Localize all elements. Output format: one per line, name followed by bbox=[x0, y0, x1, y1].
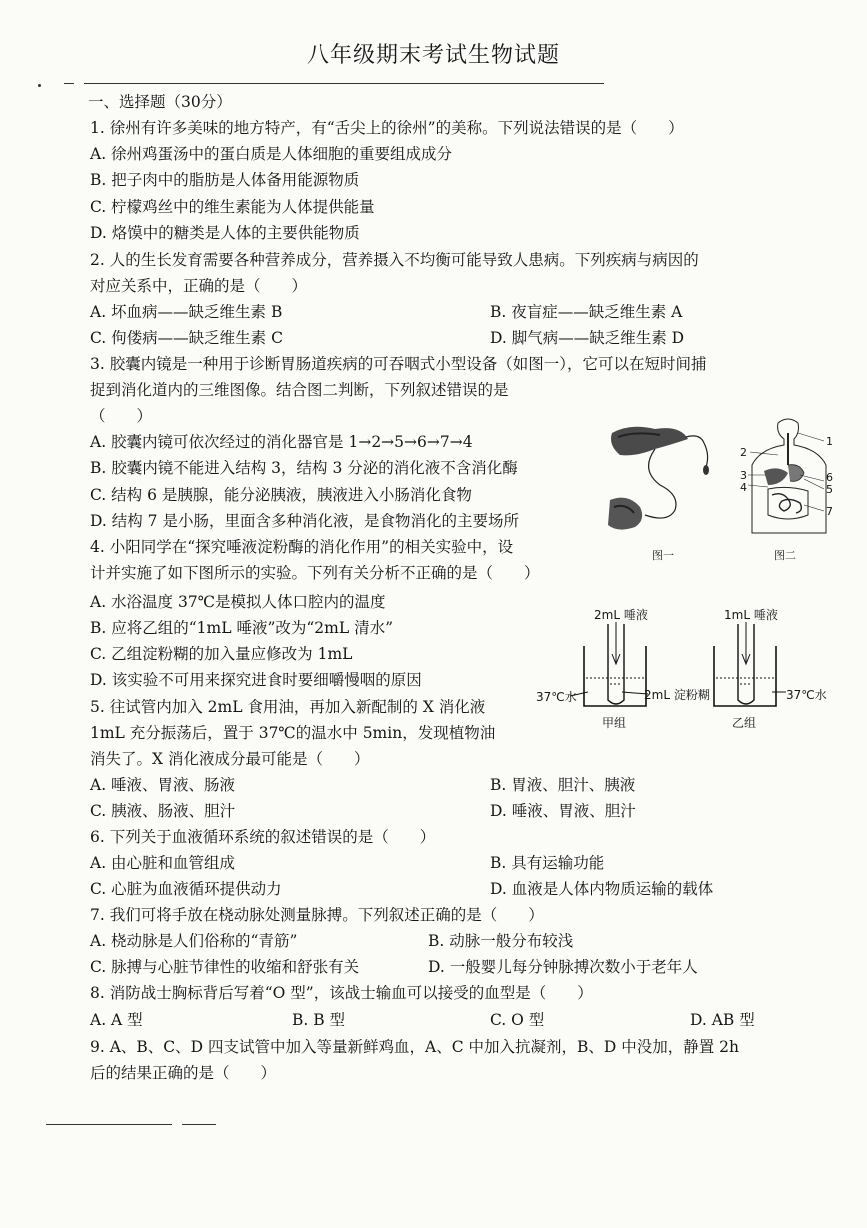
fig2-label-7: 7 bbox=[826, 505, 833, 518]
q3-option-b: B. 胶囊内镜不能进入结构 3，结构 3 分泌的消化液不含消化酶 bbox=[90, 459, 518, 477]
q9-stem-cont: 后的结果正确的是（ ） bbox=[90, 1064, 277, 1082]
q4-option-c: C. 乙组淀粉糊的加入量应修改为 1mL bbox=[90, 645, 353, 663]
fig-right-top-label: 1mL 唾液 bbox=[724, 608, 778, 622]
q3-option-a: A. 胶囊内镜可依次经过的消化器官是 1→2→5→6→7→4 bbox=[90, 433, 473, 451]
q8-stem: 8. 消防战士胸标背后写着“O 型”，该战士输血可以接受的血型是（ ） bbox=[90, 984, 593, 1002]
q5-stem-cont: 1mL 充分振荡后，置于 37℃的温水中 5min，发现植物油 bbox=[90, 724, 496, 742]
q1-option-d: D. 烙馍中的糖类是人体的主要供能物质 bbox=[90, 224, 360, 242]
q2-option-c: C. 佝偻病——缺乏维生素 C bbox=[90, 329, 283, 347]
footer-rule bbox=[182, 1124, 216, 1125]
q7-option-a: A. 桡动脉是人们俗称的“青筋” bbox=[90, 932, 298, 950]
q5-stem: 5. 往试管内加入 2mL 食用油，再加入新配制的 X 消化液 bbox=[90, 698, 486, 716]
section-heading: 一、选择题（30分） bbox=[88, 93, 232, 111]
q6-stem: 6. 下列关于血液循环系统的叙述错误的是（ ） bbox=[90, 828, 436, 846]
fig2-label-1: 1 bbox=[826, 435, 833, 448]
q8-option-c: C. O 型 bbox=[490, 1011, 545, 1029]
q4-option-b: B. 应将乙组的“1mL 唾液”改为“2mL 清水” bbox=[90, 619, 394, 637]
fig2-label-4: 4 bbox=[740, 481, 747, 494]
header-rule bbox=[64, 83, 74, 84]
q6-option-d: D. 血液是人体内物质运输的载体 bbox=[490, 880, 714, 898]
q3-option-c: C. 结构 6 是胰腺，能分泌胰液，胰液进入小肠消化食物 bbox=[90, 486, 472, 504]
fig2-label-6: 6 bbox=[826, 471, 833, 484]
figure-digestive-system bbox=[738, 415, 838, 562]
q5-option-a: A. 唾液、胃液、肠液 bbox=[90, 776, 236, 794]
fig-left-top-label: 2mL 唾液 bbox=[594, 608, 648, 622]
q5-stem-cont2: 消失了。X 消化液成分最可能是（ ） bbox=[90, 750, 370, 768]
q6-option-a: A. 由心脏和血管组成 bbox=[90, 854, 236, 872]
q8-option-a: A. A 型 bbox=[90, 1011, 143, 1029]
q8-option-b: B. B 型 bbox=[292, 1011, 346, 1029]
q5-option-c: C. 胰液、肠液、胆汁 bbox=[90, 802, 236, 820]
header-rule bbox=[84, 83, 604, 84]
fig-middle-label: 2mL 淀粉糊 bbox=[644, 688, 710, 702]
q4-option-a: A. 水浴温度 37℃是模拟人体口腔内的温度 bbox=[90, 593, 386, 611]
header-dot bbox=[38, 84, 41, 87]
fig2-label-3: 3 bbox=[740, 469, 747, 482]
figure1-caption: 图一 bbox=[652, 549, 674, 562]
footer-rule bbox=[46, 1124, 172, 1125]
q2-option-a: A. 坏血病——缺乏维生素 B bbox=[90, 303, 283, 321]
q3-stem: 3. 胶囊内镜是一种用于诊断胃肠道疾病的可吞咽式小型设备（如图一），它可以在短时间捕 bbox=[90, 355, 707, 373]
q7-option-d: D. 一般婴儿每分钟脉搏次数小于老年人 bbox=[428, 958, 698, 976]
q3-stem-cont: 捉到消化道内的三维图像。结合图二判断，下列叙述错误的是 bbox=[90, 381, 509, 399]
q4-option-d: D. 该实验不可用来探究进食时要细嚼慢咽的原因 bbox=[90, 671, 422, 689]
q2-option-b: B. 夜盲症——缺乏维生素 A bbox=[490, 303, 683, 321]
q7-option-c: C. 脉搏与心脏节律性的收缩和舒张有关 bbox=[90, 958, 360, 976]
q8-option-d: D. AB 型 bbox=[690, 1011, 755, 1029]
q2-stem: 2. 人的生长发育需要各种营养成分，营养摄入不均衡可能导致人患病。下列疾病与病因的 bbox=[90, 251, 699, 269]
q1-stem: 1. 徐州有许多美味的地方特产，有“舌尖上的徐州”的美称。下列说法错误的是（ ） bbox=[90, 119, 684, 137]
fig-left-side-label: 37℃水 bbox=[536, 690, 577, 704]
q7-stem: 7. 我们可将手放在桡动脉处测量脉搏。下列叙述正确的是（ ） bbox=[90, 906, 544, 924]
fig2-label-2: 2 bbox=[740, 446, 747, 459]
q1-option-c: C. 柠檬鸡丝中的维生素能为人体提供能量 bbox=[90, 198, 375, 216]
q7-option-b: B. 动脉一般分布较浅 bbox=[428, 932, 574, 950]
q9-stem: 9. A、B、C、D 四支试管中加入等量新鲜鸡血，A、C 中加入抗凝剂，B、D 中没加，静置 2h bbox=[90, 1038, 740, 1056]
q5-option-b: B. 胃液、胆汁、胰液 bbox=[490, 776, 636, 794]
q2-option-d: D. 脚气病——缺乏维生素 D bbox=[490, 329, 685, 347]
q3-stem-paren: （ ） bbox=[90, 407, 153, 425]
fig-right-side-label: 37℃水 bbox=[786, 688, 827, 702]
fig2-label-5: 5 bbox=[826, 483, 833, 496]
q4-stem-cont: 计并实施了如下图所示的实验。下列有关分析不正确的是（ ） bbox=[90, 564, 540, 582]
figure2-caption: 图二 bbox=[774, 549, 796, 562]
q1-option-b: B. 把子肉中的脂肪是人体备用能源物质 bbox=[90, 171, 360, 189]
figure-beaker-experiment bbox=[536, 604, 856, 734]
page-title: 八年级期末考试生物试题 bbox=[306, 43, 560, 68]
fig-left-group-label: 甲组 bbox=[602, 716, 627, 730]
fig-right-group-label: 乙组 bbox=[732, 716, 757, 730]
q5-option-d: D. 唾液、胃液、胆汁 bbox=[490, 802, 636, 820]
q6-option-c: C. 心脏为血液循环提供动力 bbox=[90, 880, 282, 898]
q4-stem: 4. 小阳同学在“探究唾液淀粉酶的消化作用”的相关实验中，设 bbox=[90, 538, 514, 556]
figure-capsule-endoscope bbox=[600, 415, 720, 562]
q3-option-d: D. 结构 7 是小肠，里面含多种消化液，是食物消化的主要场所 bbox=[90, 512, 519, 530]
q1-option-a: A. 徐州鸡蛋汤中的蛋白质是人体细胞的重要组成成分 bbox=[90, 145, 453, 163]
q6-option-b: B. 具有运输功能 bbox=[490, 854, 605, 872]
q2-stem-cont: 对应关系中，正确的是（ ） bbox=[90, 277, 308, 295]
